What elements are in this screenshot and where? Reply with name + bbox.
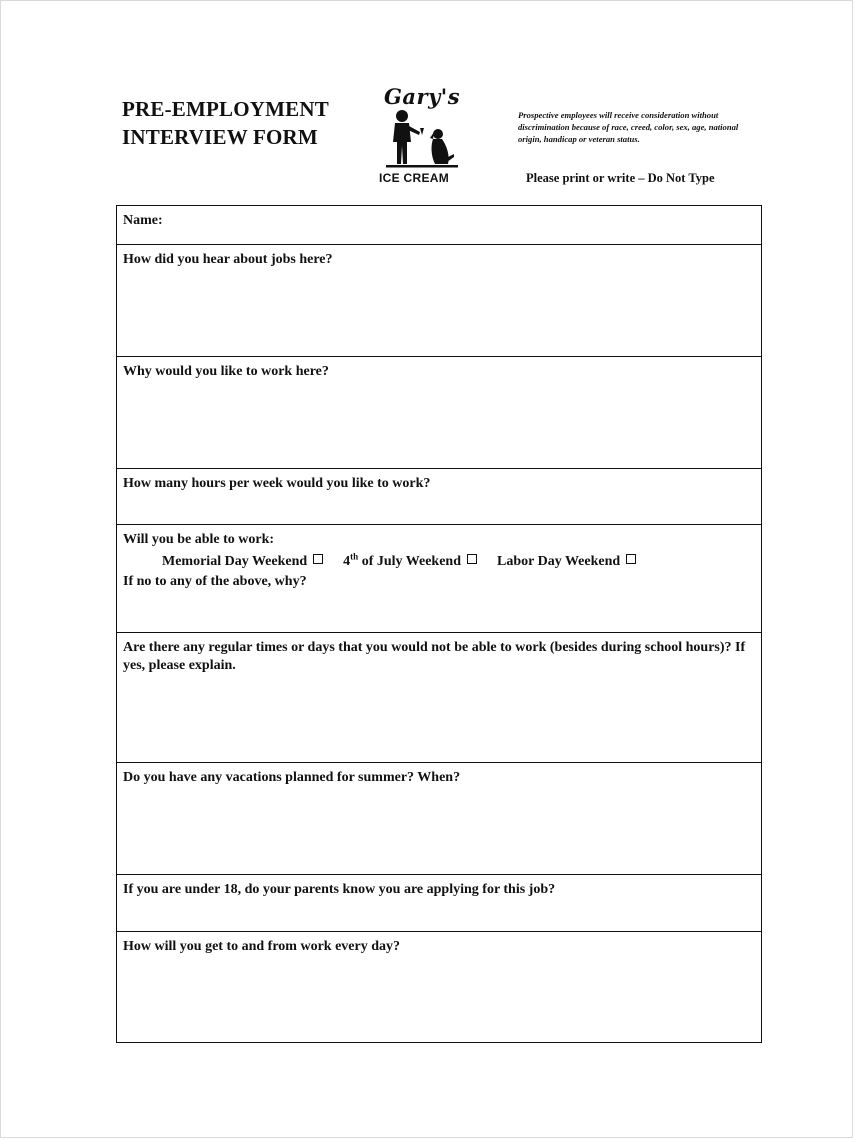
vacations-row[interactable]: [117, 763, 761, 875]
name-row[interactable]: [117, 206, 761, 245]
availability-question: Will you be able to work:: [123, 532, 275, 547]
july-fourth-suffix: th: [350, 551, 359, 562]
boy-and-dog-silhouette-icon: [380, 108, 460, 170]
transportation-row[interactable]: [117, 932, 761, 1042]
logo-script-text: Gary's: [384, 84, 461, 109]
logo-subtitle: ICE CREAM: [379, 171, 450, 185]
hours-per-week-row[interactable]: [117, 469, 761, 525]
why-work-here-question: Why would you like to work here?: [123, 364, 329, 379]
memorial-day-checkbox[interactable]: [313, 554, 323, 564]
vacations-question: Do you have any vacations planned for summer? When?: [123, 770, 461, 785]
july-fourth-rest: of July Weekend: [358, 554, 461, 569]
july-fourth-label: [343, 551, 461, 569]
parents-know-row[interactable]: [117, 875, 761, 932]
disclaimer-text: Prospective employees will receive consideration without discrimination because of race, creed, color, sex, age, national origin, handicap or veteran status.: [518, 110, 739, 144]
availability-row: [117, 525, 761, 633]
print-instruction: Please print or write – Do Not Type: [526, 171, 715, 185]
title-line-2: INTERVIEW FORM: [122, 125, 318, 149]
july-fourth-number: 4: [343, 554, 351, 569]
parents-know-question: If you are under 18, do your parents know you are applying for this job?: [123, 882, 556, 897]
holiday-options: [123, 553, 755, 571]
labor-day-checkbox[interactable]: [626, 554, 636, 564]
name-label: Name:: [123, 213, 163, 228]
title-line-1: PRE-EMPLOYMENT: [122, 97, 329, 121]
hear-about-jobs-row[interactable]: [117, 245, 761, 357]
hear-about-jobs-question: How did you hear about jobs here?: [123, 252, 333, 267]
availability-why-question: If no to any of the above, why?: [123, 574, 307, 589]
form-title: [122, 95, 329, 151]
transportation-question: How will you get to and from work every day?: [123, 939, 400, 954]
july-fourth-checkbox[interactable]: [467, 554, 477, 564]
garys-logo: [378, 82, 468, 187]
labor-day-label: Labor Day Weekend: [497, 554, 621, 569]
memorial-day-label: Memorial Day Weekend: [162, 554, 308, 569]
form-table: [116, 205, 762, 1043]
regular-times-question: Are there any regular times or days that you would not be able to work (besides during school hours)? If yes, please explain.: [123, 640, 746, 673]
hours-per-week-question: How many hours per week would you like to work?: [123, 476, 431, 491]
regular-times-row[interactable]: [117, 633, 761, 763]
why-work-here-row[interactable]: [117, 357, 761, 469]
